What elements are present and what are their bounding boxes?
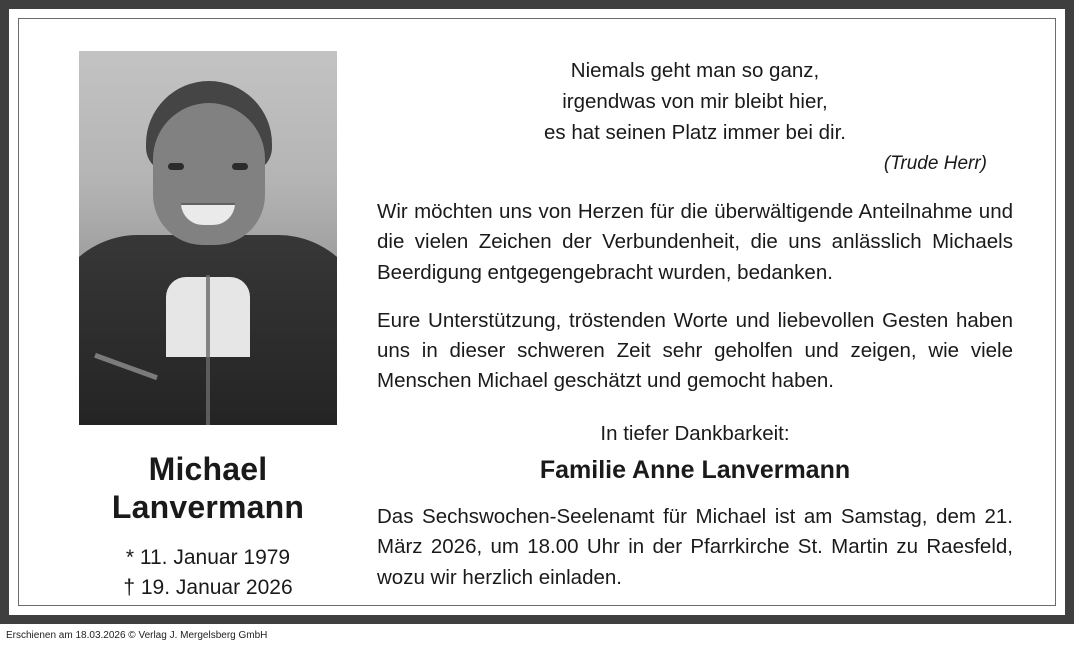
life-dates	[67, 543, 349, 604]
closing-family-name: Familie Anne Lanvermann	[539, 455, 851, 484]
deceased-first-name: Michael	[148, 451, 268, 487]
thanks-paragraph-2: Eure Unterstützung, tröstenden Worte und liebevollen Gesten haben uns in dieser schweren Zeit sehr geholfen und zeigen, wie viele Menschen Michael geschätzt und gemocht haben.	[377, 308, 1013, 392]
death-date: † 19. Januar 2026	[123, 575, 293, 599]
portrait-eye-right	[232, 163, 248, 170]
right-column	[349, 29, 1045, 593]
poem-author: (Trude Herr)	[883, 153, 987, 175]
notice-content	[29, 29, 1045, 599]
thanks-paragraph-1: Wir möchten uns von Herzen für die überwältigende Anteilnahme und die vielen Zeichen der Verbundenheit, die uns anlässlich Michaels Beerdigung entgegengebracht wurden, bedanken.	[377, 200, 1013, 284]
publication-footer: Erschienen am 18.03.2026 © Verlag J. Mergelsberg GmbH	[6, 630, 268, 641]
portrait-photo	[79, 51, 337, 425]
closing-lead: In tiefer Dankbarkeit:	[600, 422, 790, 446]
portrait-eye-left	[168, 163, 184, 170]
poem-line-3: es hat seinen Platz immer bei dir.	[544, 121, 846, 145]
left-column	[29, 29, 349, 603]
poem-line-1: Niemals geht man so ganz,	[570, 59, 820, 82]
deceased-last-name: Lanvermann	[111, 488, 305, 525]
poem-block	[377, 55, 1013, 179]
poem-line-2: irgendwas von mir bleibt hier,	[562, 90, 828, 114]
portrait-jacket-zipper	[206, 275, 210, 425]
birth-date: * 11. Januar 1979	[125, 545, 291, 569]
memorial-service-info: Das Sechswochen-Seelenamt für Michael ist am Samstag, dem 21. März 2026, um 18.00 Uhr in der Pfarrkirche St. Martin zu Raesfeld, wozu wir herzlich einladen.	[377, 505, 1013, 589]
notice-inner-frame	[18, 18, 1056, 606]
deceased-name	[67, 451, 349, 527]
